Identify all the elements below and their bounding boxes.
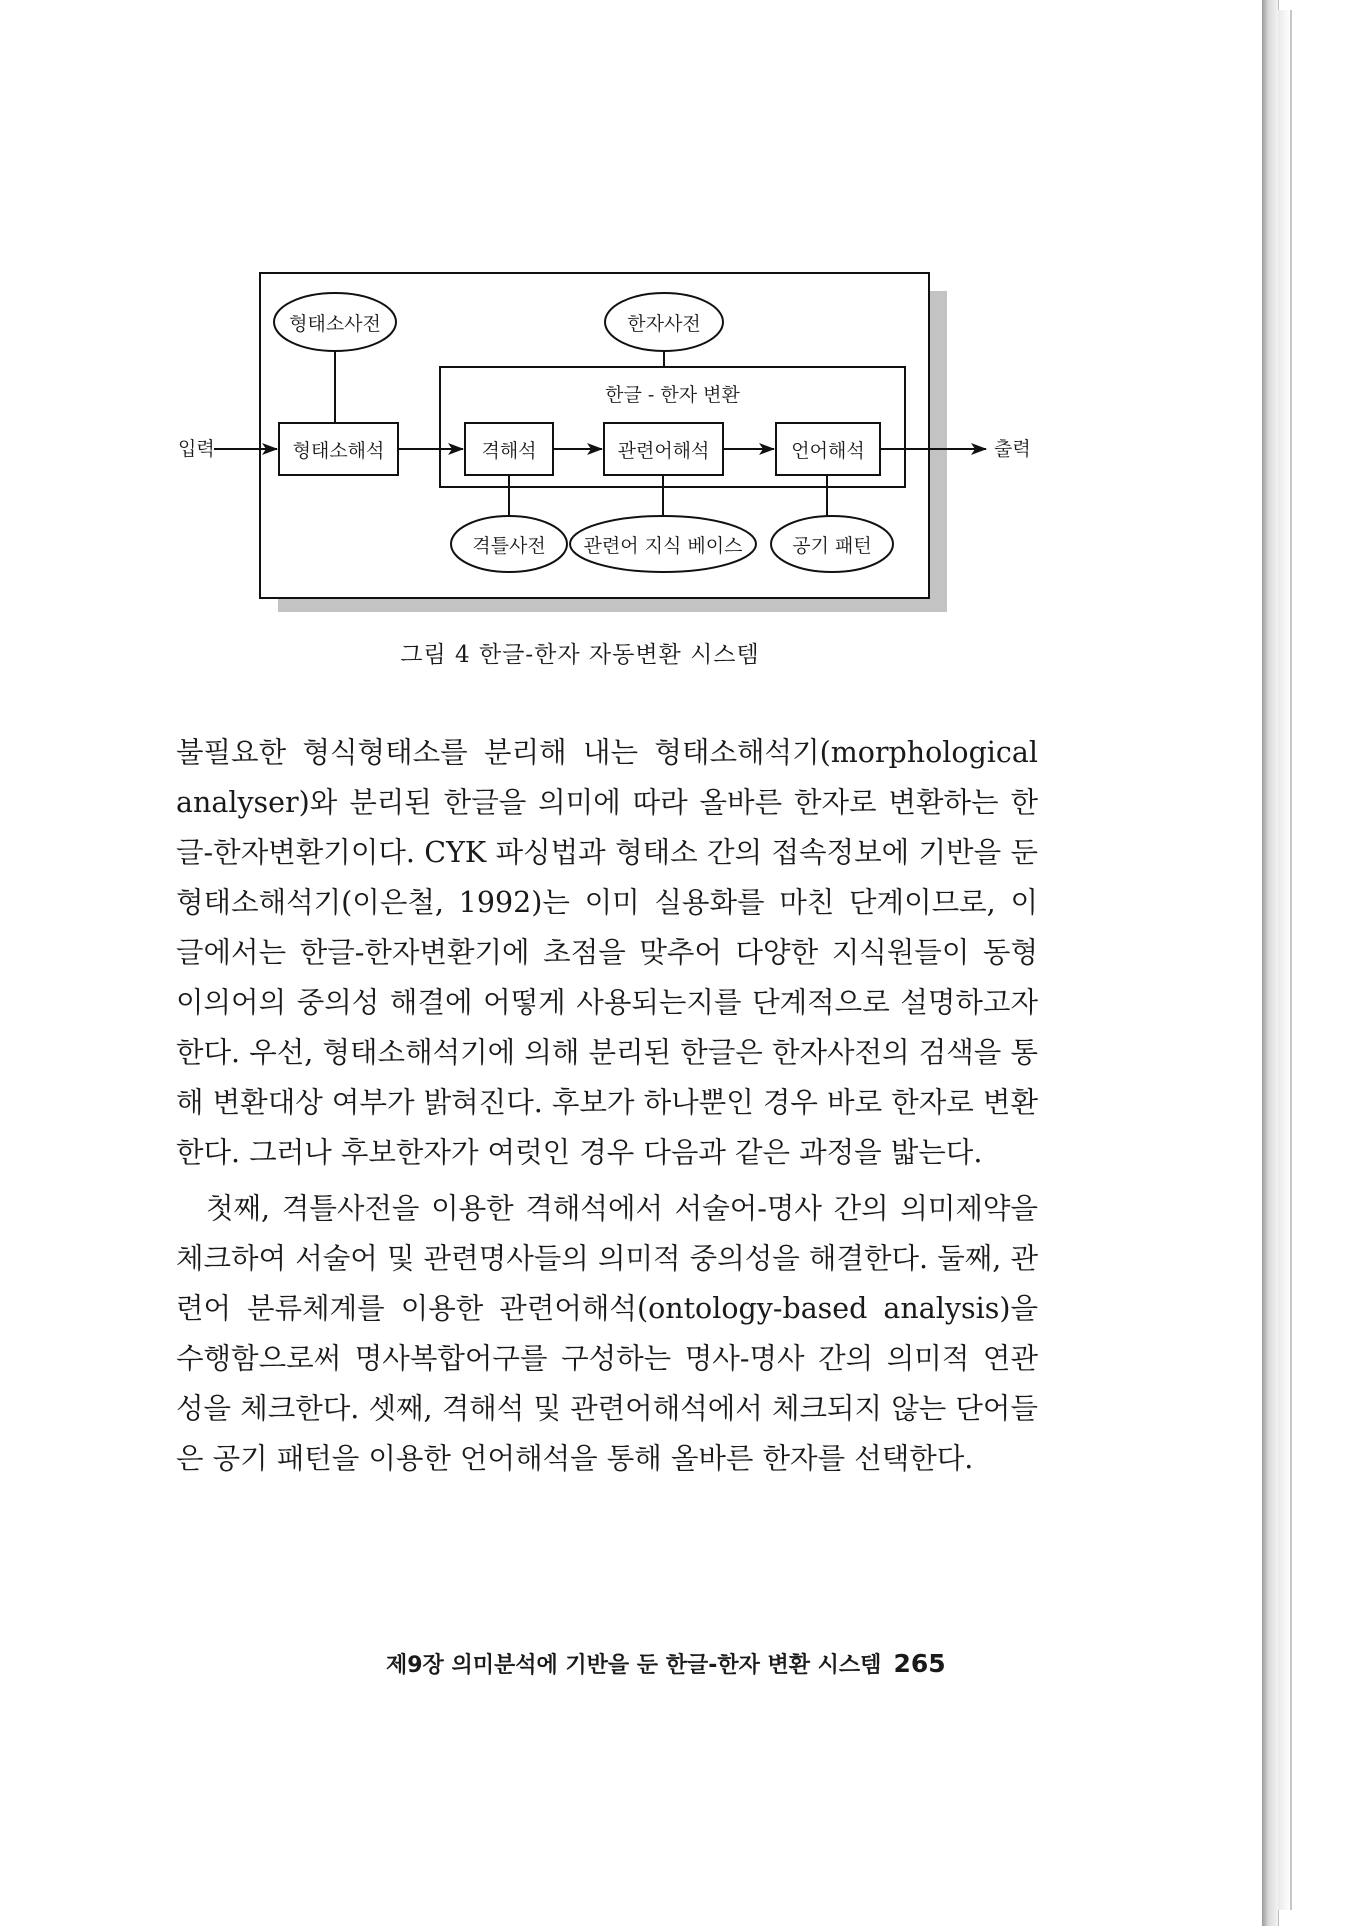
output-label: 출력 (994, 438, 1031, 460)
paragraph-1: 불필요한 형식형태소를 분리해 내는 형태소해석기(morphological analyser)와 분리된 한글을 의미에 따라 올바른 한자로 변환하는 한글-한자변환기이다. CYK 파싱법과 형태소 간의 접속정보에 기반을 둔 형태소해석기(이은철, 1992)는 이미 실용화를 마친 단계이므로, 이 글에서는 한글-한자변환기에 초점을 맞추어 다양한 지식원들이 동형이의어의 중의성 해결에 어떻게 사용되는지를 단계적으로 설명하고자 한다. 우선, 형태소해석기에 의해 분리된 한글은 한자사전의 검색을 통해 변환대상 여부가 밝혀진다. 후보가 하나뿐인 경우 바로 한자로 변환한다. 그러나 후보한자가 여럿인 경우 다음과 같은 과정을 밟는다. (176, 736, 1038, 1169)
figure-caption: 그림 4 한글-한자 자동변환 시스템 (400, 642, 760, 668)
morph-dict-label: 형태소사전 (289, 312, 381, 335)
system-diagram (0, 0, 1345, 640)
morph-analyzer-label: 형태소해석 (292, 439, 385, 462)
related-analysis-label: 관련어해석 (617, 439, 710, 462)
case-frame-label: 격틀사전 (472, 534, 546, 557)
body-text (176, 728, 1038, 1490)
hanja-dict-label: 한자사전 (627, 312, 701, 335)
case-analysis-label: 격해석 (481, 439, 537, 462)
language-analysis-label: 언어해석 (791, 439, 865, 462)
page-number: 265 (893, 1649, 946, 1678)
running-footer (386, 1648, 946, 1679)
converter-title: 한글 - 한자 변환 (605, 383, 740, 406)
related-kb-label: 관련어 지식 베이스 (583, 534, 743, 557)
cooccurrence-label: 공기 패턴 (792, 534, 872, 557)
paragraph-2: 첫째, 격틀사전을 이용한 격해석에서 서술어-명사 간의 의미제약을 체크하여 서술어 및 관련명사들의 의미적 중의성을 해결한다. 둘째, 관련어 분류체계를 이용한 관련어해석(ontology-based analysis)을 수행함으로써 명사복합어구를 구성하는 명사-명사 간의 의미적 연관성을 체크한다. 셋째, 격해석 및 관련어해석에서 체크되지 않는 단어들은 공기 패턴을 이용한 언어해석을 통해 올바른 한자를 선택한다. (176, 1192, 1038, 1475)
input-label: 입력 (178, 438, 215, 460)
chapter-title: 제9장 의미분석에 기반을 둔 한글-한자 변환 시스템 (386, 1653, 882, 1678)
